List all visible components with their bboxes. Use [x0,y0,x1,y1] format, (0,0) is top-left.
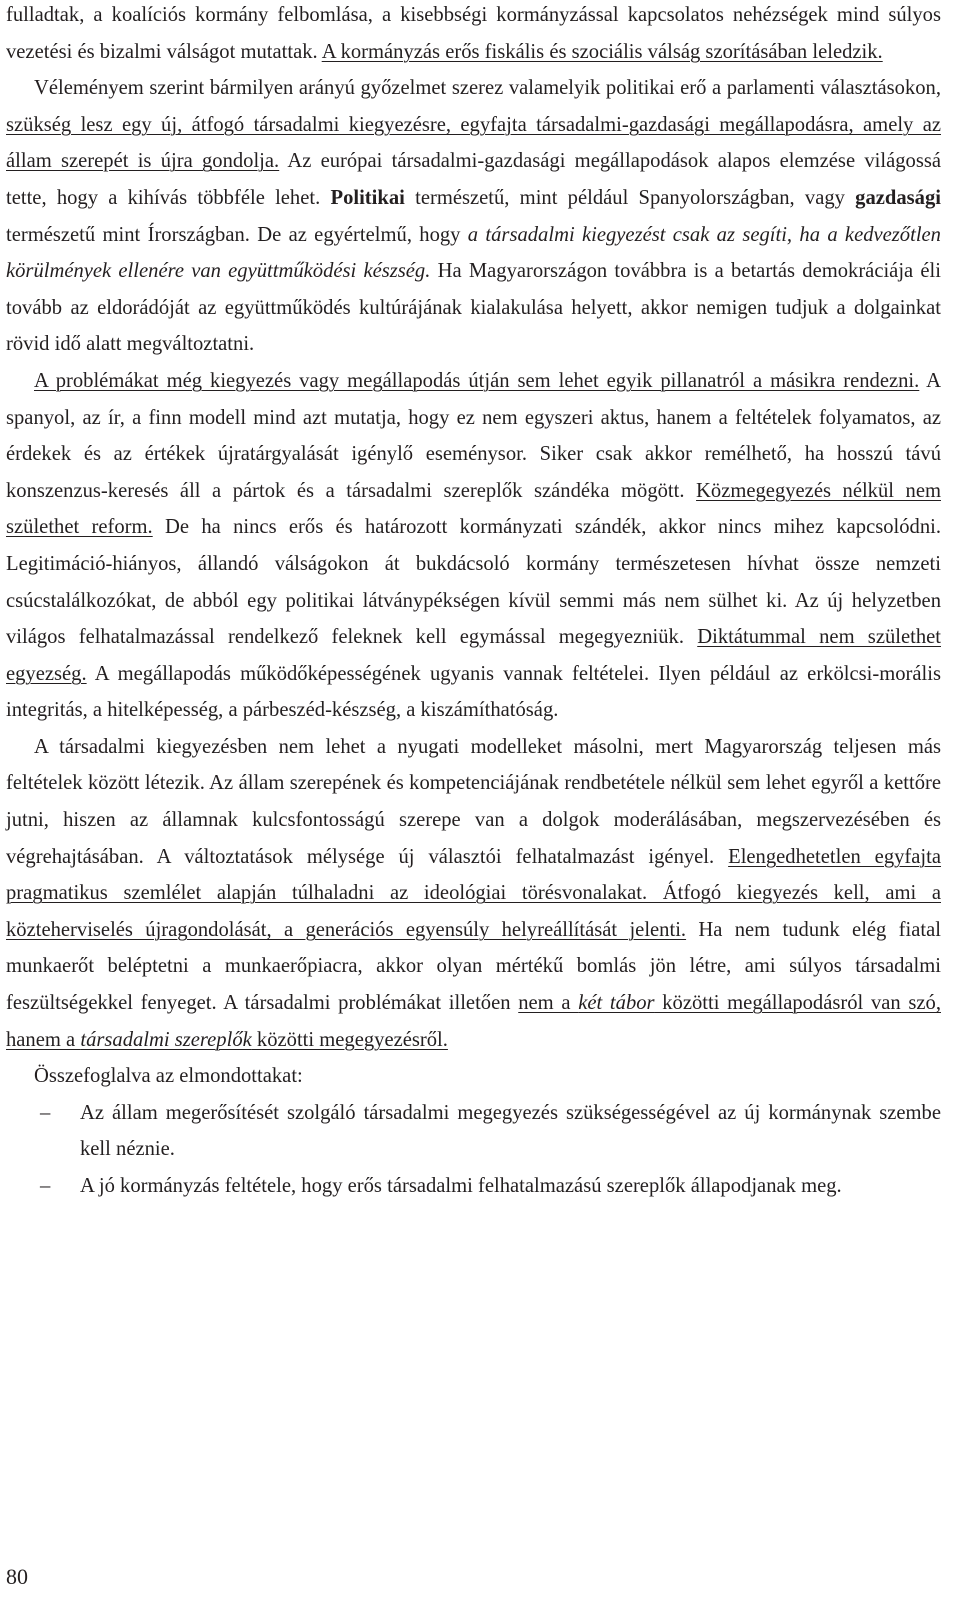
bullet-text: Az állam megerősítését szolgáló társadalmi megegyezés szükségességével az új kormánynak szembe kell néznie. [80,1101,941,1161]
underlined-text: A problémákat még kiegyezés vagy megállapodás útján sem lehet egyik pillanatról a másikra rendezni. [34,369,920,392]
paragraph-1 [6,0,941,70]
page-number: 80 [6,1564,28,1589]
bullet-item [6,1168,941,1205]
text-run: A megállapodás működőképességének ugyanis vannak feltételei. Ilyen például az erkölcsi-morális integritás, a hitelképesség, a párbeszéd-készség, a kiszámíthatóság. [6,662,941,722]
text-run: természetű mint Írországban. De az egyértelmű, hogy [6,223,468,246]
summary-intro: Összefoglalva az elmondottakat: [34,1065,303,1088]
underlined-text: nem a [518,992,579,1015]
text-run: Ha nem tudunk elég fiatal munkaerőt beléptetni a munkaerőpiacra, akkor olyan mértékű bomlás jön létre, ami súlyos társadalmi feszültségekkel fenyeget. A társadalmi problémákat illetően [6,918,941,1015]
underlined-text: szükség lesz egy új, átfogó társadalmi kiegyezésre, egyfajta társadalmi-gazdasági megállapodásra, amely az állam szerepét is újra gondolja. [6,113,941,173]
document-body [6,0,941,1205]
text-run: A társadalmi kiegyezésben nem lehet a nyugati modelleket másolni, mert Magyarország teljesen más feltételek között létezik. Az állam szerepének és kompetenciájának rendbetétele nélkül sem lehet egyről a kettőre jutni, hiszen az államnak kulcsfontosságú szerepe van a dolgok moderálásában, megszervezésében és végrehajtásában. A változtatások mélysége új választói felhatalmazást igényel. [6,735,941,868]
bold-text: Politikai [330,186,405,209]
underlined-text: közötti megállapodásról van szó, hanem a [6,992,941,1051]
underlined-text: Elengedhetetlen egyfajta pragmatikus szemlélet alapján túlhaladni az ideológiai törésvonalakat. Átfogó kiegyezés kell, ami a közteherviselés újragondolását, a generációs egyensúly helyreállítását jelenti. [6,845,942,941]
bold-text: gazdasági [855,186,941,209]
dash-marker: – [40,1101,51,1124]
underlined-italic-text: két tábor [578,992,655,1015]
paragraph-3 [6,363,941,729]
text-run: Ha Magyarországon továbbra is a betartás demokráciája éli tovább az eldorádóját az együttműködés kultúrájának kialakulása helyett, akkor nemigen tudjuk a dolgainkat rövid idő alatt megváltoztatni. [6,260,941,356]
text-run: A spanyol, az ír, a finn modell mind azt mutatja, hogy ez nem egyszeri aktus, hanem a feltételek folyamatos, az érdekek és az értékek újratárgyalását igénylő eseménysor. Siker csak akkor remélhető, ha hosszú távú konszenzus-keresés áll a pártok és a társadalmi szereplők szándéka mögött. [6,369,941,502]
paragraph-2 [6,70,941,363]
italic-text: a társadalmi kiegyezést csak az segíti, ha a kedvezőtlen körülmények ellenére van együttműködési készség. [6,223,941,283]
text-run: fulladtak, a koalíciós kormány felbomlása, a kisebbségi kormányzással kapcsolatos nehézségek mind súlyos vezetési és bizalmi válságot mutattak. [6,4,941,63]
text-run: természetű, mint például Spanyolországban, vagy [404,186,856,209]
bullet-item [6,1095,941,1168]
underlined-text: A kormányzás erős fiskális és szociális válság szorításában leledzik. [321,40,883,63]
text-run: De ha nincs erős és határozott kormányzati szándék, akkor nincs mihez kapcsolódni. Legitimáció-hiányos, állandó válságokon át bukdácsoló kormány természetesen hívhat össze nemzeti csúcstalálkozókat, de abból egy politikai látványpékségen kívül semmi más nem sülhet ki. Az új helyzetben világos felhatalmazással rendelkező feleknek kell egymással megegyezniük. [6,516,942,649]
bullet-text: A jó kormányzás feltétele, hogy erős társadalmi felhatalmazású szereplők állapodjanak meg. [80,1175,842,1197]
text-run: Az európai társadalmi-gazdasági megállapodások alapos elemzése világossá tette, hogy a kihívás többféle lehet. [6,150,941,209]
underlined-text: közötti megegyezésről. [251,1028,448,1051]
dash-marker: – [40,1175,51,1197]
text-run: Véleményem szerint bármilyen arányú győzelmet szerez valamelyik politikai erő a parlamenti választásokon, [34,77,941,100]
paragraph-4 [6,729,941,1058]
underlined-text: Közmegegyezés nélkül nem születhet reform. [6,479,941,539]
underlined-italic-text: társadalmi szereplők [80,1028,252,1051]
underlined-text: Diktátummal nem születhet egyezség. [6,626,941,685]
